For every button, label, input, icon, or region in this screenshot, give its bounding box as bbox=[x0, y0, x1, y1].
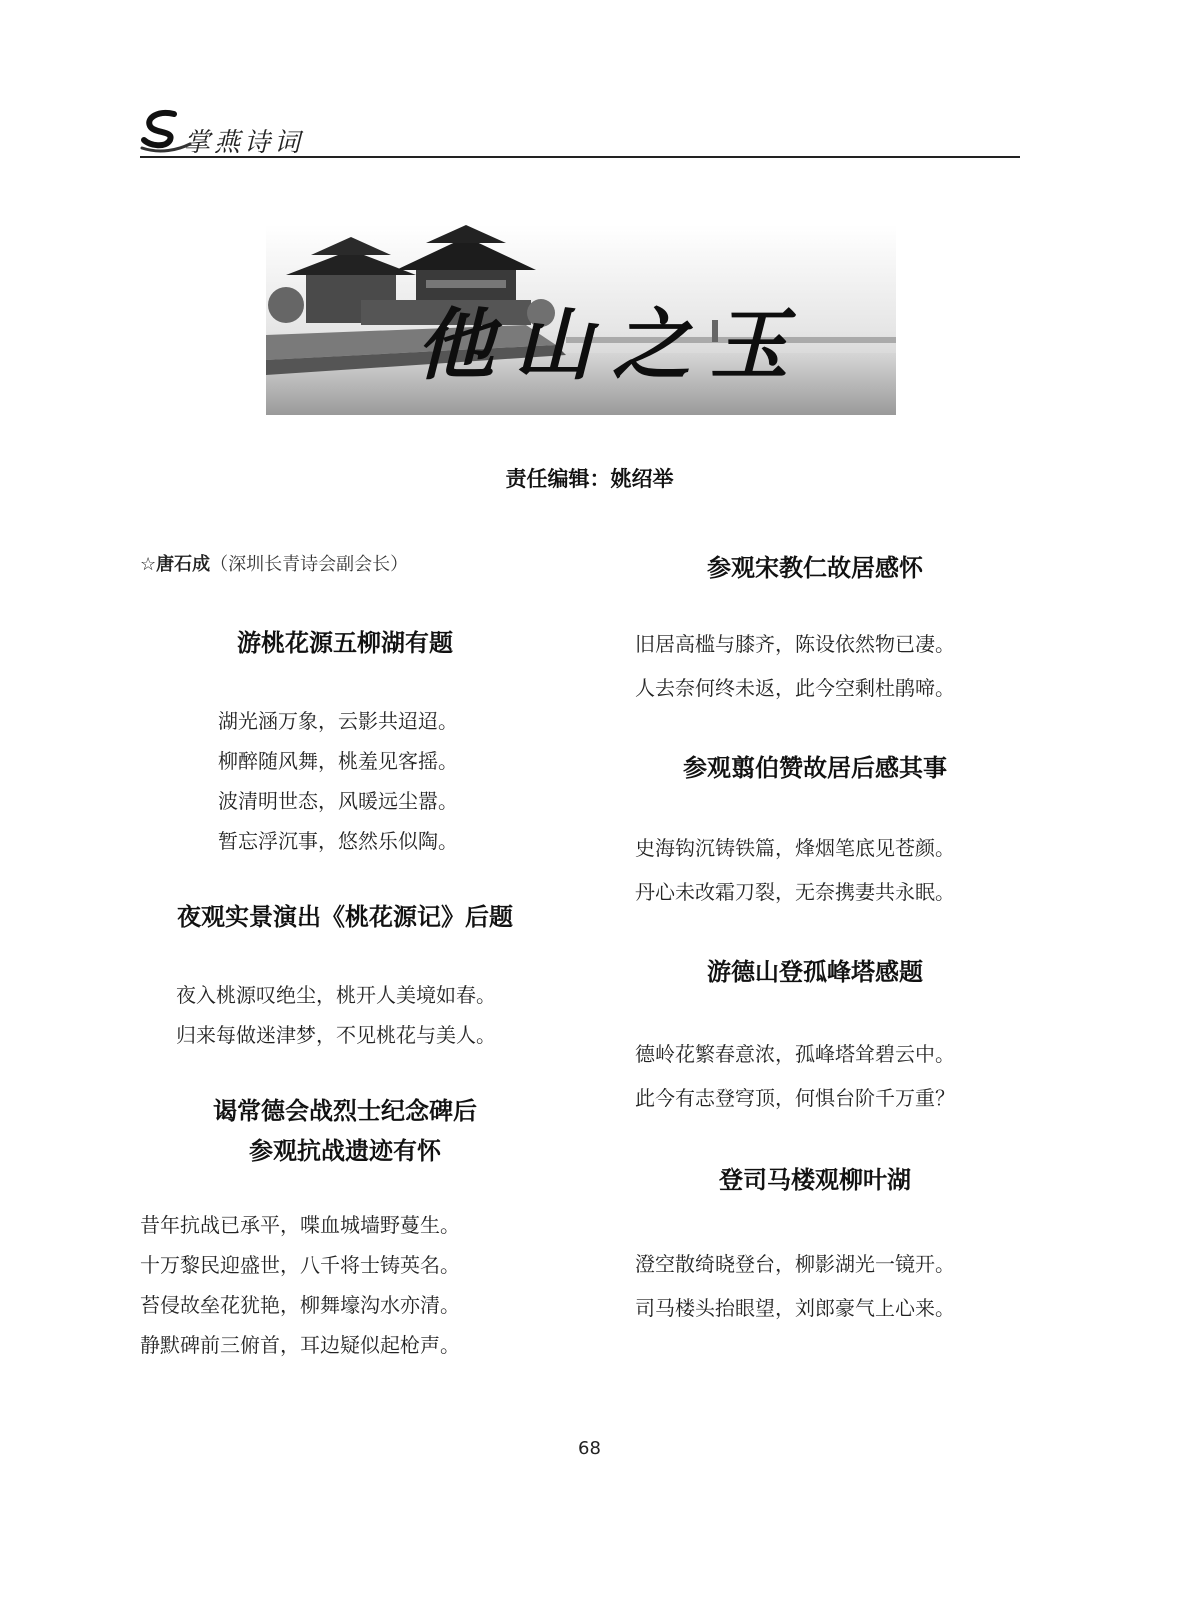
header-rule bbox=[140, 156, 1020, 158]
poem-line: 十万黎民迎盛世，八千将士铸英名。 bbox=[140, 1253, 460, 1277]
right-column bbox=[635, 550, 995, 1330]
star-icon: ☆ bbox=[140, 554, 157, 575]
poem-line: 德岭花繁春意浓，孤峰塔耸碧云中。 bbox=[635, 1042, 955, 1066]
poem-line: 此今有志登穹顶，何惧台阶千万重？ bbox=[635, 1086, 955, 1110]
poem-title: 登司马楼观柳叶湖 bbox=[719, 1165, 911, 1194]
section-banner bbox=[266, 225, 896, 415]
poem-line: 湖光涵万象，云影共迢迢。 bbox=[218, 709, 458, 733]
poem-title: 谒常德会战烈士纪念碑后 bbox=[213, 1096, 477, 1125]
poem-line: 司马楼头抬眼望，刘郎豪气上心来。 bbox=[635, 1296, 955, 1320]
poem-line: 昔年抗战已承平，喋血城墙野蔓生。 bbox=[140, 1213, 460, 1237]
poem-line: 丹心未改霜刀裂，无奈携妻共永眠。 bbox=[635, 880, 955, 904]
poem-line: 苔侵故垒花犹艳，柳舞壕沟水亦清。 bbox=[140, 1293, 460, 1317]
page-header bbox=[140, 100, 1020, 160]
poem-body bbox=[176, 975, 550, 1055]
banner-title: 他山之玉 bbox=[416, 300, 809, 391]
poem-line: 静默碑前三俯首，耳边疑似起枪声。 bbox=[140, 1333, 460, 1357]
poem-title: 游桃花源五柳湖有题 bbox=[237, 628, 453, 657]
poem-line: 人去奈何终未返，此今空剩杜鹃啼。 bbox=[635, 676, 955, 700]
poem-title: 参观宋教仁故居感怀 bbox=[707, 553, 923, 582]
poem-title: 参观翦伯赞故居后感其事 bbox=[683, 753, 947, 782]
poem-line: 暂忘浮沉事，悠然乐似陶。 bbox=[218, 829, 458, 853]
poem-line: 柳醉随风舞，桃羞见客摇。 bbox=[218, 749, 458, 773]
poem-body bbox=[635, 622, 995, 710]
poem-title: 夜观实景演出《桃花源记》后题 bbox=[177, 902, 513, 931]
poem-title: 游德山登孤峰塔感题 bbox=[707, 957, 923, 986]
poem-body bbox=[635, 826, 995, 914]
poem-line: 波清明世态，风暖远尘嚣。 bbox=[218, 789, 458, 813]
poem-body bbox=[635, 1032, 995, 1120]
author-line bbox=[140, 550, 550, 580]
author-role: （深圳长青诗会副会长） bbox=[210, 554, 409, 575]
left-column bbox=[140, 550, 550, 1365]
poem-line: 夜入桃源叹绝尘，桃开人美境如春。 bbox=[176, 983, 496, 1007]
poem-line: 史海钩沉铸铁篇，烽烟笔底见苍颜。 bbox=[635, 836, 955, 860]
poem-body bbox=[635, 1242, 995, 1330]
poem-line: 澄空散绮晓登台，柳影湖光一镜开。 bbox=[635, 1252, 955, 1276]
poem-line: 归来每做迷津梦，不见桃花与美人。 bbox=[176, 1023, 496, 1047]
poem-title-block bbox=[140, 1091, 550, 1171]
poem-body bbox=[140, 1205, 550, 1365]
poem-line: 旧居高槛与膝齐，陈设依然物已凄。 bbox=[635, 632, 955, 656]
author-name: 唐石成 bbox=[156, 554, 211, 575]
poem-body bbox=[218, 701, 550, 861]
page-number: 68 bbox=[578, 1438, 601, 1459]
responsible-editor: 责任编辑：姚绍举 bbox=[505, 467, 674, 491]
poem-title: 参观抗战遗迹有怀 bbox=[249, 1136, 441, 1165]
header-title: 掌燕诗词 bbox=[184, 128, 305, 158]
